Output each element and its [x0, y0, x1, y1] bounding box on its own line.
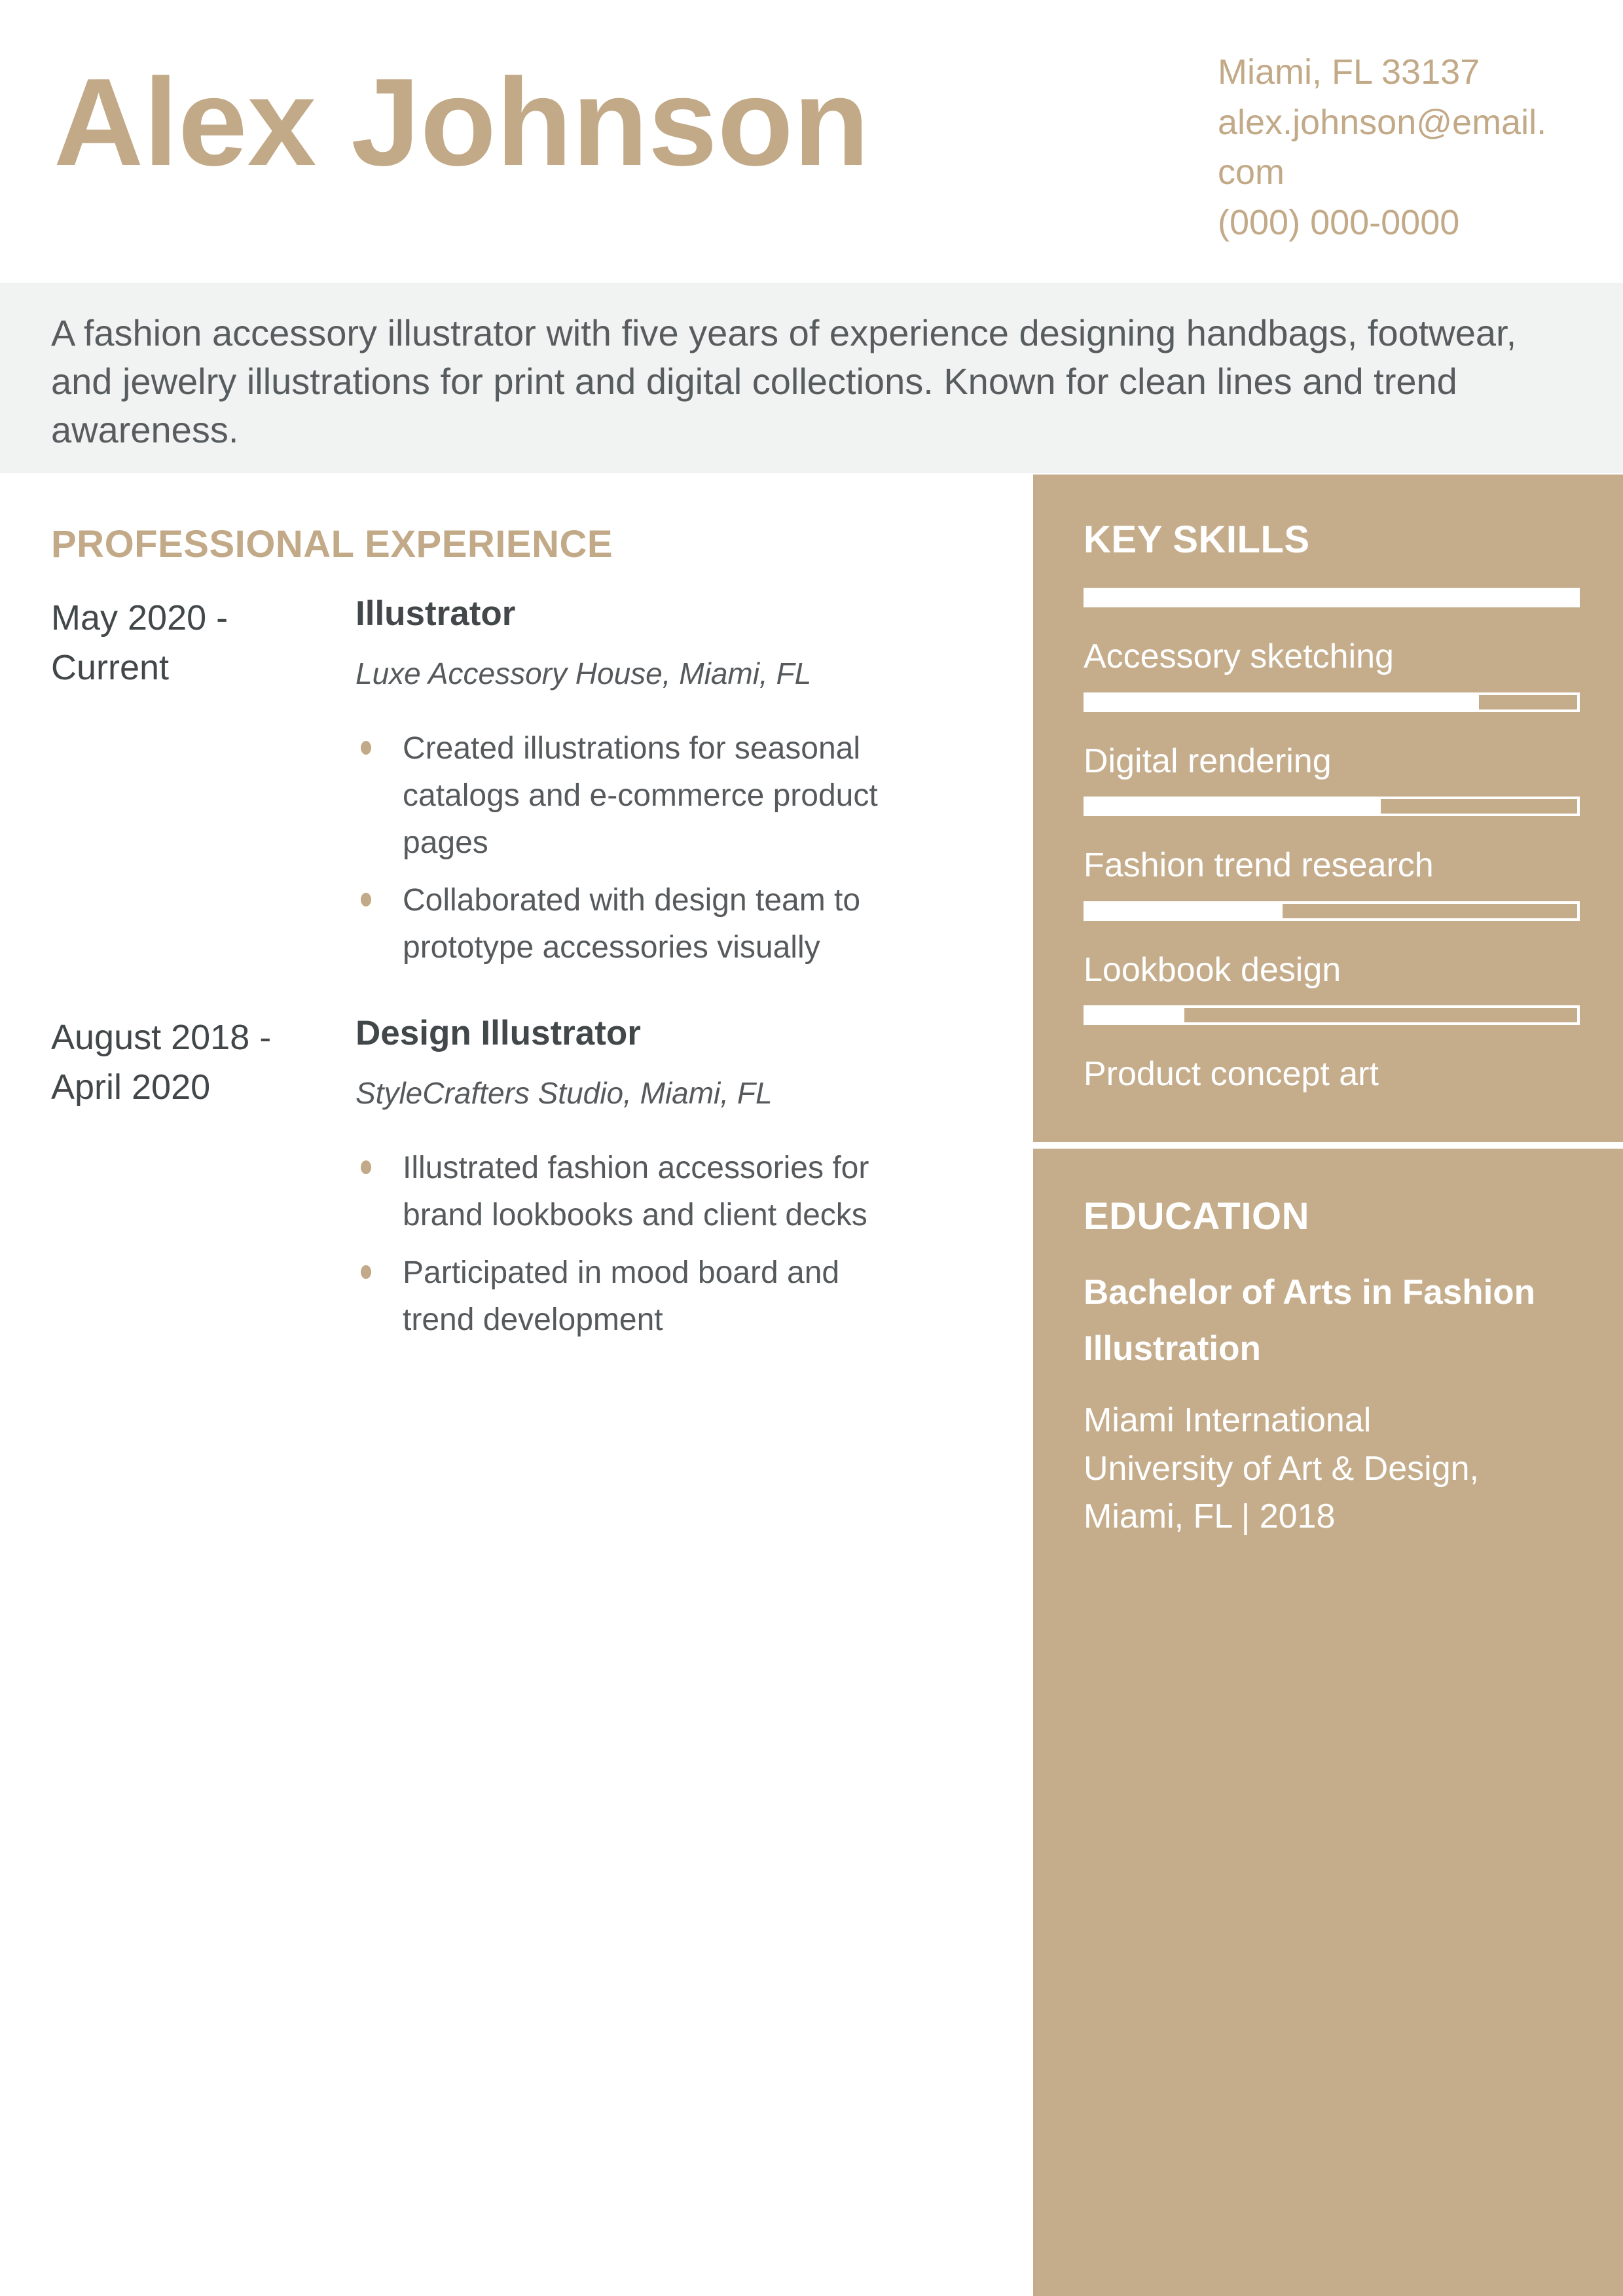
skill-item [1084, 692, 1580, 784]
summary-text: A fashion accessory illustrator with five years of experience designing handbags, footwear, and jewelry illustrations for print and digital collections. Known for clean lines and trend awareness. [51, 312, 1517, 450]
key-skills-panel [1033, 475, 1623, 1142]
job-entry [51, 1013, 1020, 1344]
education-panel [1033, 1149, 1623, 2296]
bullet-text: Illustrated fashion accessories for brand lookbooks and client decks [403, 1151, 869, 1232]
job-dates: August 2018 - April 2020 [51, 1018, 272, 1107]
contact-phone: (000) 000-0000 [1218, 203, 1460, 243]
job-detail [356, 1013, 1020, 1344]
bullet-dot-icon [361, 1160, 371, 1174]
bullet-dot-icon [361, 741, 371, 755]
bullet-text: Created illustrations for seasonal catalogs and e-commerce product pages [403, 731, 878, 860]
bullet-item [356, 877, 907, 971]
job-detail [356, 594, 1020, 971]
skill-label: Accessory sketching [1084, 637, 1394, 675]
job-title: Illustrator [356, 594, 516, 633]
skill-item [1084, 901, 1580, 993]
skill-bar [1084, 588, 1580, 607]
contact-location: Miami, FL 33137 [1218, 52, 1480, 92]
skill-bar [1084, 797, 1580, 816]
skills-heading: KEY SKILLS [1084, 518, 1310, 561]
skill-item [1084, 797, 1580, 888]
job-dates: May 2020 - Current [51, 598, 228, 687]
bullet-dot-icon [361, 1265, 371, 1279]
skill-label: Digital rendering [1084, 742, 1332, 780]
job-company: Luxe Accessory House, Miami, FL [356, 656, 812, 691]
skill-bar-fill [1086, 695, 1479, 709]
bullet-text: Collaborated with design team to prototype accessories visually [403, 883, 861, 965]
skill-item [1084, 588, 1580, 679]
bullet-dot-icon [361, 893, 371, 906]
education-school: Miami International University of Art & Design, Miami, FL | 2018 [1084, 1401, 1479, 1536]
experience-heading: PROFESSIONAL EXPERIENCE [51, 523, 613, 565]
job-entry [51, 594, 1020, 971]
skill-label: Product concept art [1084, 1055, 1379, 1094]
skill-bar [1084, 1005, 1580, 1025]
bullet-text: Participated in mood board and trend development [403, 1255, 840, 1337]
skill-label: Fashion trend research [1084, 846, 1434, 885]
skill-bar [1084, 692, 1580, 712]
education-heading: EDUCATION [1084, 1195, 1309, 1238]
experience-section [51, 522, 1020, 1344]
bullet-item [356, 725, 907, 867]
skill-label: Lookbook design [1084, 950, 1341, 989]
skill-bar-fill [1086, 904, 1283, 918]
skill-bar-fill [1086, 1008, 1184, 1022]
skill-bar-fill [1086, 590, 1577, 605]
education-degree: Bachelor of Arts in Fashion Illustration [1084, 1273, 1536, 1368]
bullet-item [356, 1145, 907, 1239]
job-bullets [356, 725, 1020, 971]
contact-block [1218, 47, 1558, 248]
job-bullets [356, 1145, 1020, 1344]
summary-band [0, 283, 1623, 473]
skill-bar-fill [1086, 799, 1381, 814]
job-title: Design Illustrator [356, 1014, 641, 1052]
skill-bar [1084, 901, 1580, 921]
job-company: StyleCrafters Studio, Miami, FL [356, 1076, 773, 1110]
candidate-name: Alex Johnson [54, 53, 869, 192]
contact-email: alex.johnson@email.com [1218, 102, 1547, 192]
bullet-item [356, 1249, 907, 1344]
skill-item [1084, 1005, 1580, 1097]
